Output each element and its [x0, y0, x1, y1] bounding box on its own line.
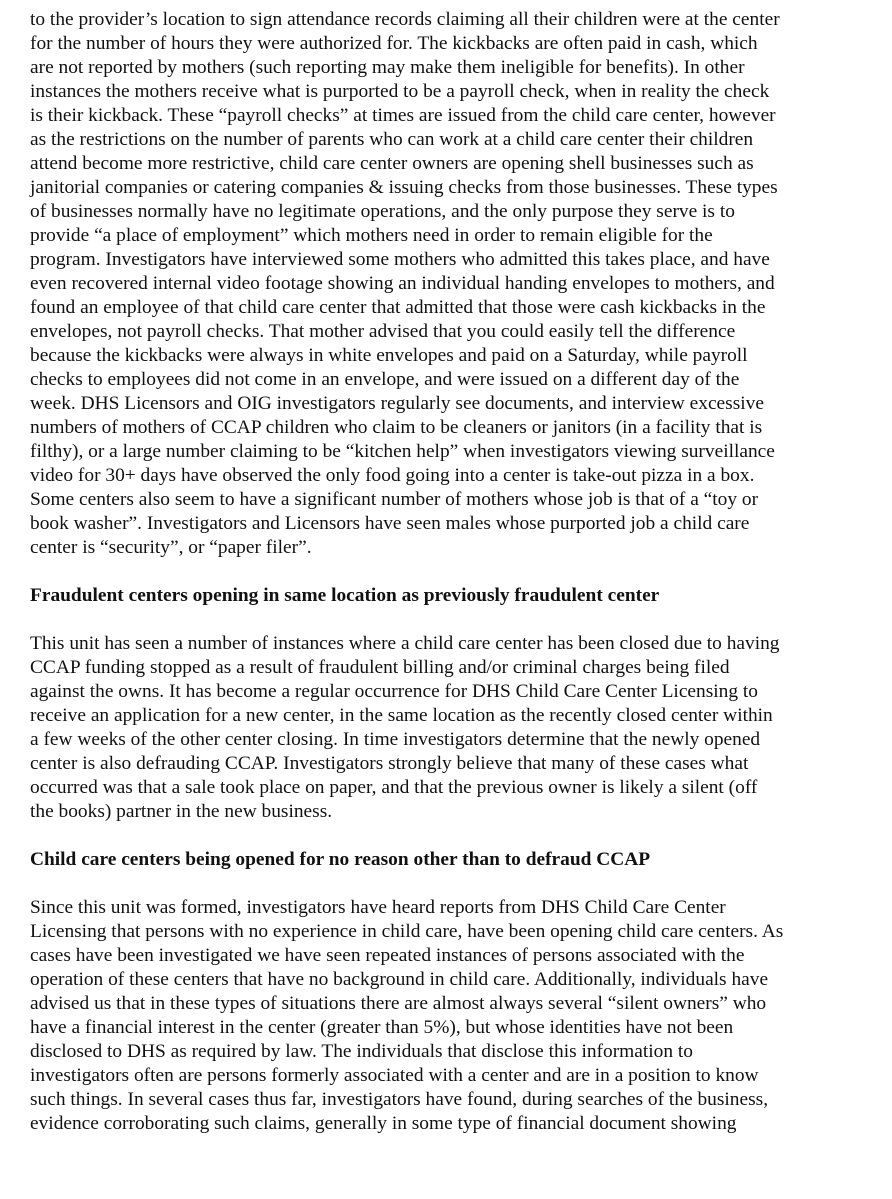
text-line: to the provider’s location to sign attendance records claiming all their children were at the center: [30, 9, 780, 30]
text-line: have a financial interest in the center (greater than 5%), but whose identities have not been: [30, 1017, 734, 1038]
text-line: envelopes, not payroll checks. That mother advised that you could easily tell the difference: [30, 321, 736, 342]
text-line: week. DHS Licensors and OIG investigators regularly see documents, and interview excessive: [30, 393, 764, 414]
text-line: of businesses normally have no legitimate operations, and the only purpose they serve is to: [30, 201, 735, 222]
text-line: book washer”. Investigators and Licensors have seen males whose purported job a child care: [30, 513, 750, 534]
text-line: Some centers also seem to have a significant number of mothers whose job is that of a “toy or: [30, 489, 759, 510]
text-line: receive an application for a new center, in the same location as the recently closed center within: [30, 705, 773, 726]
paragraph-same-location: [30, 632, 852, 824]
text-line: against the owns. It has become a regular occurrence for DHS Child Care Center Licensing to: [30, 681, 758, 702]
paragraph-defraud: [30, 896, 852, 1136]
text-line: disclosed to DHS as required by law. The individuals that disclose this information to: [30, 1041, 693, 1062]
text-line: a few weeks of the other center closing. In time investigators determine that the newly opened: [30, 729, 761, 750]
text-line: Since this unit was formed, investigators have heard reports from DHS Child Care Center: [30, 897, 726, 918]
text-line: attend become more restrictive, child care center owners are opening shell businesses such as: [30, 153, 754, 174]
text-line: This unit has seen a number of instances where a child care center has been closed due to having: [30, 633, 780, 654]
text-line: filthy), or a large number claiming to be “kitchen help” when investigators viewing surveillance: [30, 441, 775, 462]
text-line: as the restrictions on the number of parents who can work at a child care center their children: [30, 129, 754, 150]
paragraph-kickbacks: [30, 8, 852, 560]
section-heading-defraud: Child care centers being opened for no reason other than to defraud CCAP: [30, 849, 651, 870]
text-line: operation of these centers that have no background in child care. Additionally, individuals have: [30, 969, 769, 990]
text-line: occurred was that a sale took place on paper, and that the previous owner is likely a silent (off: [30, 777, 758, 798]
text-line: the books) partner in the new business.: [30, 801, 333, 822]
spacer: [30, 608, 852, 632]
text-line: center is “security”, or “paper filer”.: [30, 537, 312, 558]
document-page: [30, 8, 852, 1136]
text-line: instances the mothers receive what is purported to be a payroll check, when in reality the check: [30, 81, 770, 102]
spacer: [30, 872, 852, 896]
text-line: for the number of hours they were authorized for. The kickbacks are often paid in cash, which: [30, 33, 758, 54]
text-line: center is also defrauding CCAP. Investigators strongly believe that many of these cases what: [30, 753, 749, 774]
text-line: provide “a place of employment” which mothers need in order to remain eligible for the: [30, 225, 713, 246]
text-line: program. Investigators have interviewed some mothers who admitted this takes place, and have: [30, 249, 770, 270]
text-line: because the kickbacks were always in white envelopes and paid on a Saturday, while payroll: [30, 345, 748, 366]
text-line: advised us that in these types of situations there are almost always several “silent owners” who: [30, 993, 767, 1014]
section-heading-same-location: Fraudulent centers opening in same location as previously fraudulent center: [30, 585, 660, 606]
text-line: cases have been investigated we have seen repeated instances of persons associated with the: [30, 945, 745, 966]
text-line: found an employee of that child care center that admitted that those were cash kickbacks in the: [30, 297, 766, 318]
text-line: is their kickback. These “payroll checks” at times are issued from the child care center, however: [30, 105, 776, 126]
text-line: evidence corroborating such claims, generally in some type of financial document showing: [30, 1113, 737, 1134]
spacer: [30, 824, 852, 848]
spacer: [30, 560, 852, 584]
text-line: Licensing that persons with no experience in child care, have been opening child care centers. As: [30, 921, 784, 942]
text-line: investigators often are persons formerly associated with a center and are in a position to know: [30, 1065, 759, 1086]
text-line: checks to employees did not come in an envelope, and were issued on a different day of the: [30, 369, 740, 390]
text-line: janitorial companies or catering companies & issuing checks from those businesses. These types: [30, 177, 778, 198]
text-line: CCAP funding stopped as a result of fraudulent billing and/or criminal charges being filed: [30, 657, 730, 678]
text-line: numbers of mothers of CCAP children who claim to be cleaners or janitors (in a facility that is: [30, 417, 763, 438]
text-line: are not reported by mothers (such reporting may make them ineligible for benefits). In other: [30, 57, 745, 78]
text-line: such things. In several cases thus far, investigators have found, during searches of the business,: [30, 1089, 769, 1110]
text-line: even recovered internal video footage showing an individual handing envelopes to mothers, and: [30, 273, 775, 294]
text-line: video for 30+ days have observed the only food going into a center is take-out pizza in a box.: [30, 465, 755, 486]
